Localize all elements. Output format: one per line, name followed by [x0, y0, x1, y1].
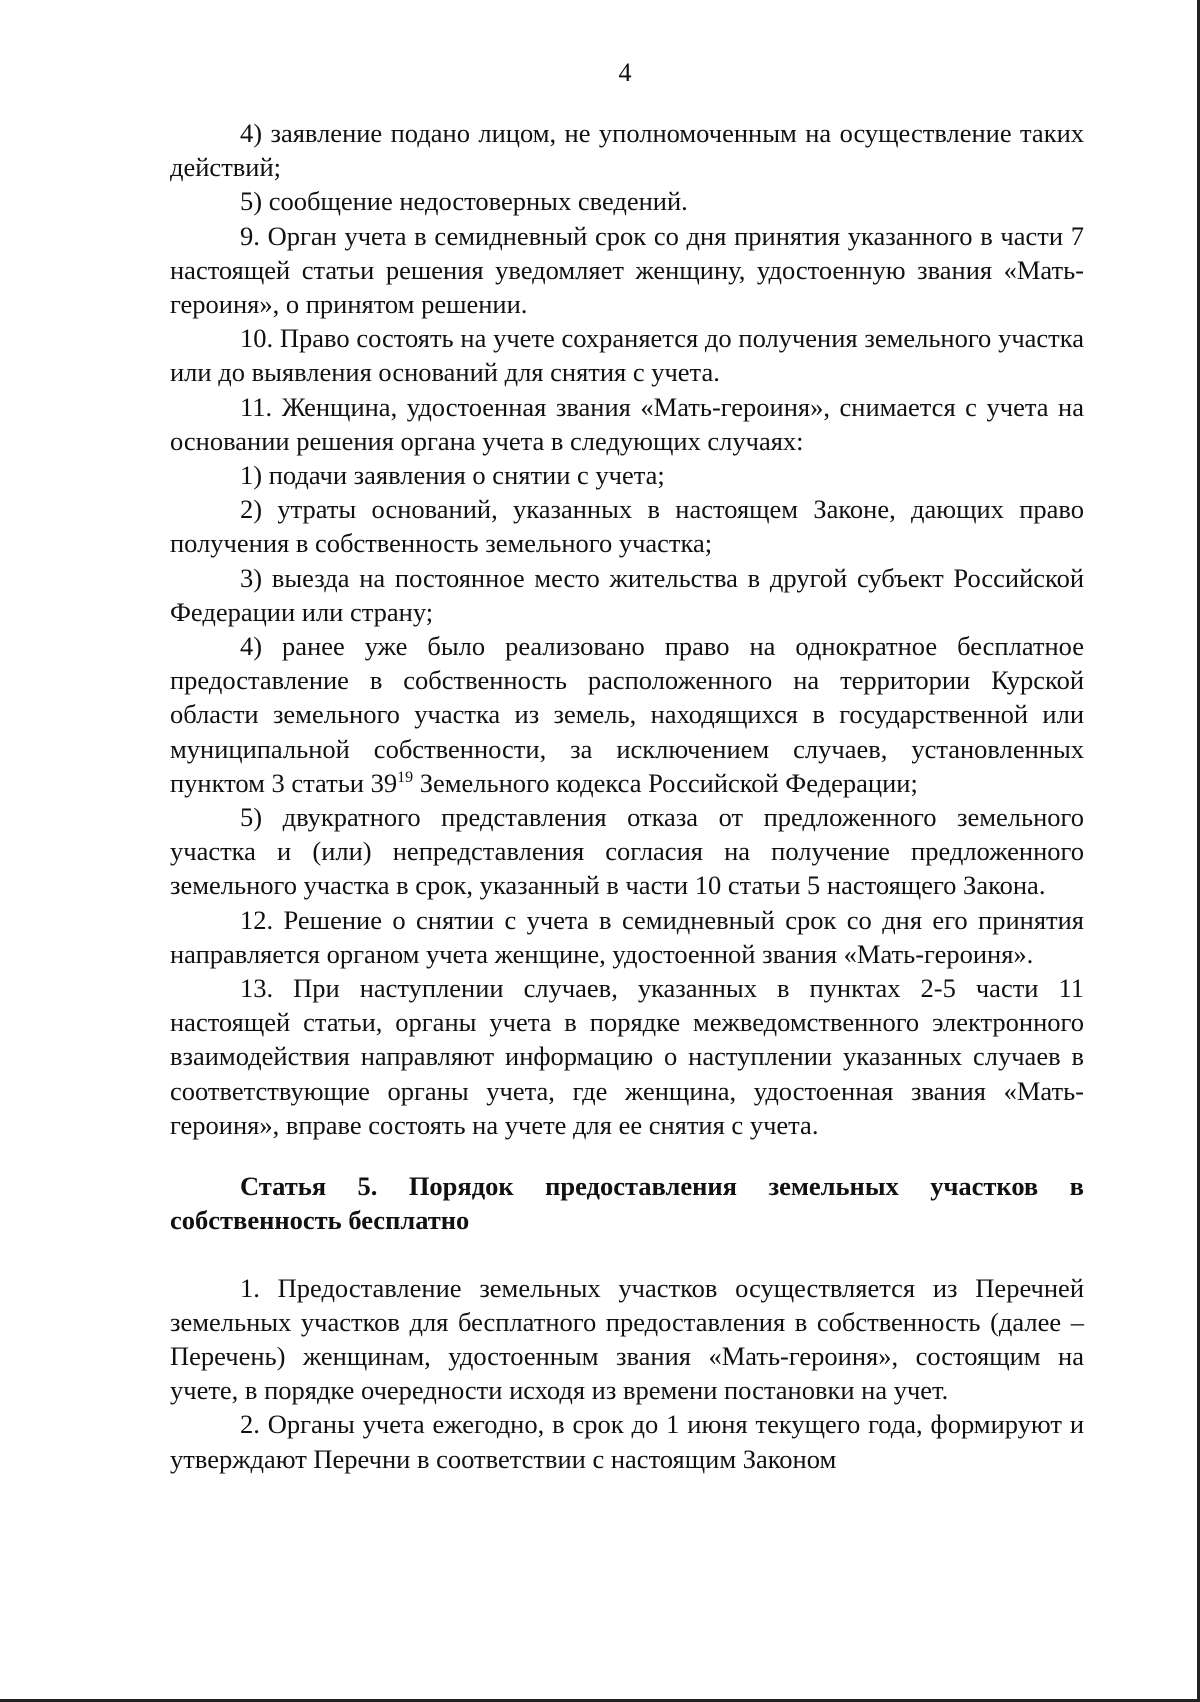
page-number: 4: [618, 58, 632, 87]
paragraph: 12. Решение о снятии с учета в семидневный срок со дня его принятия направляется органом учета женщине, удостоенной звания «Мать-героиня».: [170, 904, 1084, 969]
document-body: [170, 116, 1084, 1476]
superscript: 19: [397, 768, 414, 786]
article-heading: Статья 5. Порядок предоставления земельных участков в собственность бесплатно: [170, 1171, 1084, 1236]
paragraph-text: 4) ранее уже было реализовано право на однократное бесплатное предоставление в собственность расположенного на территории Курской области земельного участка из земель, находящихся в государственной или муниципальной собственности, за исключением случаев, установленных пунктом 3 статьи 39: [170, 631, 1084, 798]
paragraph-with-superscript: [170, 629, 1084, 800]
paragraph: 2) утраты оснований, указанных в настоящем Законе, дающих право получения в собственность земельного участка;: [170, 494, 1084, 559]
paragraph: 1) подачи заявления о снятии с учета;: [240, 460, 665, 491]
paragraph-text: Земельного кодекса Российской Федерации;: [413, 767, 918, 798]
paragraph: 13. При наступлении случаев, указанных в пунктах 2-5 части 11 настоящей статьи, органы учета в порядке межведомственного электронного взаимодействия направляют информацию о наступлении указанных случаев в соответствующие органы учета, где женщина, удостоенная звания «Мать-героиня», вправе состоять на учете для ее снятия с учета.: [170, 973, 1084, 1140]
paragraph: 5) двукратного представления отказа от предложенного земельного участка и (или) непредставления согласия на получение предложенного земельного участка в срок, указанный в части 10 статьи 5 настоящего Закона.: [170, 802, 1084, 901]
paragraph: 5) сообщение недостоверных сведений.: [240, 186, 688, 217]
paragraph: 11. Женщина, удостоенная звания «Мать-героиня», снимается с учета на основании решения органа учета в следующих случаях:: [170, 391, 1084, 456]
paragraph: 9. Орган учета в семидневный срок со дня принятия указанного в части 7 настоящей статьи решения уведомляет женщину, удостоенную звания «Мать-героиня», о принятом решении.: [170, 220, 1084, 320]
paragraph: 1. Предоставление земельных участков осуществляется из Перечней земельных участков для бесплатного предоставления в собственность (далее – Перечень) женщинам, удостоенным звания «Мать-героиня», состоящим на учете, в порядке очередности исходя из времени постановки на учет.: [170, 1272, 1084, 1406]
paragraph: 4) заявление подано лицом, не уполномоченным на осуществление таких действий;: [170, 118, 1084, 183]
paragraph: 10. Право состоять на учете сохраняется до получения земельного участка или до выявления оснований для снятия с учета.: [170, 323, 1084, 388]
paragraph: 2. Органы учета ежегодно, в срок до 1 июня текущего года, формируют и утверждают Перечни в соответствии с настоящим Законом: [170, 1409, 1084, 1474]
paragraph: 3) выезда на постоянное место жительства в другой субъект Российской Федерации или страну;: [170, 562, 1084, 627]
